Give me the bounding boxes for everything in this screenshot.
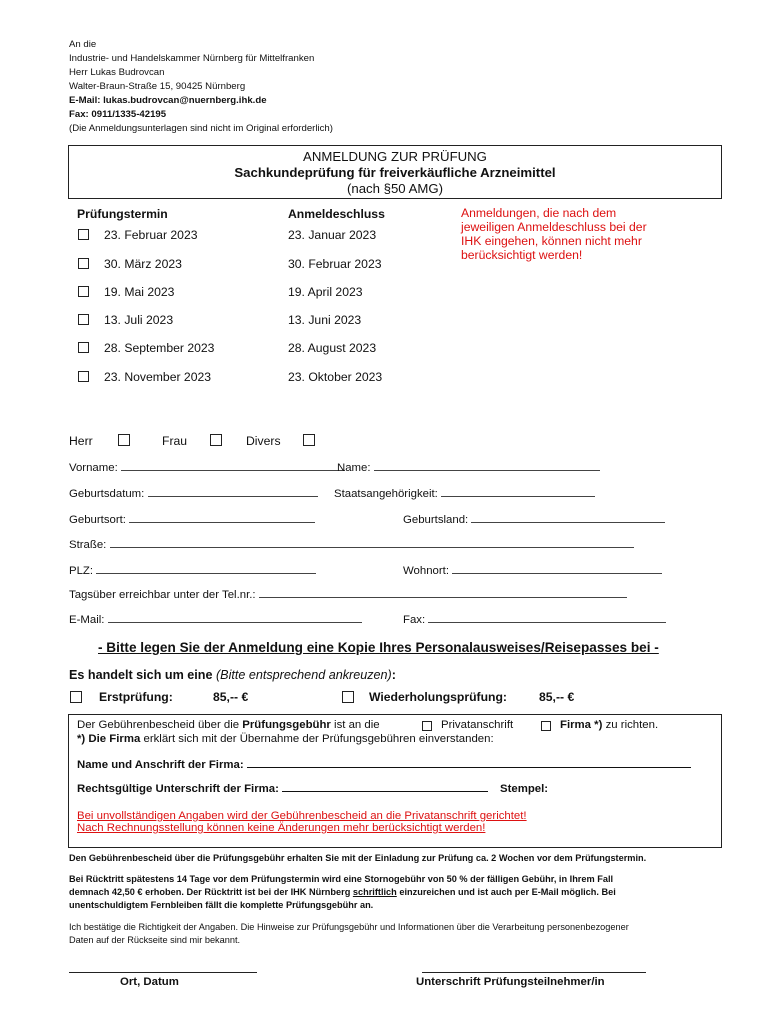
firma-note-bold: *) Die Firma <box>77 733 141 745</box>
note-invoice: Den Gebührenbescheid über die Prüfungsgebühr erhalten Sie mit der Einladung zur Prüfung ca. 2 Wochen vor dem Prüfungstermin. <box>69 853 647 863</box>
firm-signature-field[interactable] <box>77 783 488 795</box>
exam-date-checkbox[interactable] <box>78 229 89 240</box>
telefon-label: Tagsüber erreichbar unter der Tel.nr.: <box>69 589 256 601</box>
staatsangehoerigkeit-field[interactable] <box>334 488 595 500</box>
geburtsdatum-label: Geburtsdatum: <box>69 488 145 500</box>
firma-note-text: erklärt sich mit der Übernahme der Prüfungsgebühren einverstanden: <box>143 733 494 745</box>
note-cancel-2c: einzureichen und ist auch per E-Mail möglich. Bei <box>399 887 616 897</box>
telefon-field[interactable] <box>69 589 627 601</box>
id-copy-banner: - Bitte legen Sie der Anmeldung eine Kopie Ihres Personalausweises/Reisepasses bei - <box>98 640 659 655</box>
exam-date-checkbox[interactable] <box>78 286 89 297</box>
privatanschrift-label: Privatanschrift <box>441 719 514 731</box>
title-box <box>68 145 722 199</box>
fee-line-end: zu richten. <box>605 719 659 731</box>
address-fax: Fax: 0911/1335-42195 <box>69 109 167 120</box>
red-notice-2: Nach Rechnungsstellung können keine Änderungen mehr berücksichtigt werden! <box>77 822 486 834</box>
fax-label: Fax: <box>403 614 426 626</box>
deadline-date: 19. April 2023 <box>288 285 363 299</box>
wohnort-field[interactable] <box>403 565 662 577</box>
firm-name-field[interactable] <box>77 759 691 771</box>
deadline-date: 30. Februar 2023 <box>288 257 382 271</box>
salutation-frau-label: Frau <box>162 434 188 448</box>
exam-date: 30. März 2023 <box>104 257 182 271</box>
deadline-date: 23. Oktober 2023 <box>288 370 383 384</box>
firm-signature-label: Rechtsgültige Unterschrift der Firma: <box>77 783 279 795</box>
exam-type-prompt <box>69 668 396 682</box>
email-label: E-Mail: <box>69 614 105 626</box>
exam-date: 19. Mai 2023 <box>104 285 175 299</box>
col-exam-date: Prüfungstermin <box>77 207 168 221</box>
privatanschrift-checkbox[interactable] <box>422 721 432 731</box>
deadline-date: 13. Juni 2023 <box>288 313 362 327</box>
wiederholung-price: 85,-- € <box>539 690 575 704</box>
email-field[interactable] <box>69 614 362 626</box>
plz-label: PLZ: <box>69 565 94 577</box>
ort-datum-line[interactable] <box>69 972 257 973</box>
salutation-herr-label: Herr <box>69 434 93 448</box>
geburtsort-field[interactable] <box>69 514 315 526</box>
geburtsort-label: Geburtsort: <box>69 514 126 526</box>
form-legal-basis: (nach §50 AMG) <box>346 181 444 196</box>
exam-type-prompt-text: Es handelt sich um eine <box>69 668 213 682</box>
fee-line-2 <box>77 733 494 745</box>
firm-name-label: Name und Anschrift der Firma: <box>77 759 244 771</box>
exam-date: 23. November 2023 <box>104 370 212 384</box>
form-title: ANMELDUNG ZUR PRÜFUNG <box>303 149 487 164</box>
signature-label: Unterschrift Prüfungsteilnehmer/in <box>416 976 605 988</box>
address-email: E-Mail: lukas.budrovcan@nuernberg.ihk.de <box>69 95 267 106</box>
fax-field[interactable] <box>403 614 666 626</box>
vorname-field[interactable] <box>69 462 345 474</box>
wiederholung-checkbox[interactable] <box>342 691 354 703</box>
salutation-frau-checkbox[interactable] <box>210 434 222 446</box>
firma-label-group <box>560 719 658 731</box>
note-cancel-2u: schriftlich <box>352 887 397 897</box>
salutation-divers-checkbox[interactable] <box>303 434 315 446</box>
salutation-herr-checkbox[interactable] <box>118 434 130 446</box>
exam-type-hint: (Bitte entsprechend ankreuzen) <box>215 668 392 682</box>
note-cancel-2 <box>69 887 616 897</box>
wohnort-label: Wohnort: <box>403 565 450 577</box>
signature-line[interactable] <box>422 972 646 973</box>
exam-type-colon: : <box>391 668 396 682</box>
fee-text-b: Prüfungsgebühr <box>242 719 331 731</box>
exam-date-checkbox[interactable] <box>78 314 89 325</box>
address-line-1: An die <box>69 39 97 50</box>
geburtsland-label: Geburtsland: <box>403 514 469 526</box>
strasse-label: Straße: <box>69 539 107 551</box>
red-notice-1: Bei unvollständigen Angaben wird der Gebührenbescheid an die Privatanschrift gerichtet! <box>77 810 527 822</box>
note-cancel-3: unentschuldigtem Fernbleiben fällt die komplette Prüfungsgebühr an. <box>69 900 374 910</box>
vorname-label: Vorname: <box>69 462 118 474</box>
note-confirm-1: Ich bestätige die Richtigkeit der Angaben. Die Hinweise zur Prüfungsgebühr und Informationen über die Verarbeitung personenbezogener <box>69 922 629 932</box>
wiederholung-label: Wiederholungsprüfung: <box>369 690 507 704</box>
deadline-date: 28. August 2023 <box>288 341 377 355</box>
geburtsdatum-field[interactable] <box>69 488 318 500</box>
ort-datum-label: Ort, Datum <box>120 976 179 988</box>
firma-label: Firma *) <box>560 719 603 731</box>
firma-checkbox[interactable] <box>541 721 551 731</box>
deadline-warning: Anmeldungen, die nach dem jeweiligen Anmeldeschluss bei der IHK eingehen, können nicht mehr berücksichtigt werden! <box>461 206 647 262</box>
note-cancel-2a: demnach 42,50 € erhoben. Der Rücktritt ist bei der IHK Nürnberg <box>69 887 351 897</box>
exam-date-checkbox[interactable] <box>78 342 89 353</box>
address-line-3: Herr Lukas Budrovcan <box>69 67 165 78</box>
erstpruefung-checkbox[interactable] <box>70 691 82 703</box>
deadline-date: 23. Januar 2023 <box>288 228 377 242</box>
address-note: (Die Anmeldungsunterlagen sind nicht im Original erforderlich) <box>69 123 333 134</box>
fee-text-a: Der Gebührenbescheid über die <box>77 719 240 731</box>
staatsangehoerigkeit-label: Staatsangehörigkeit: <box>334 488 438 500</box>
erstpruefung-price: 85,-- € <box>213 690 249 704</box>
address-line-4: Walter-Braun-Straße 15, 90425 Nürnberg <box>69 81 246 92</box>
erstpruefung-label: Erstprüfung: <box>99 690 173 704</box>
exam-date: 13. Juli 2023 <box>104 313 174 327</box>
stamp-label: Stempel: <box>500 783 549 795</box>
fee-text-c: ist an die <box>334 719 380 731</box>
exam-date: 28. September 2023 <box>104 341 215 355</box>
name-field[interactable] <box>337 462 600 474</box>
address-line-2: Industrie- und Handelskammer Nürnberg für Mittelfranken <box>69 53 315 64</box>
exam-date-checkbox[interactable] <box>78 258 89 269</box>
salutation-divers-label: Divers <box>246 434 281 448</box>
note-cancel-1: Bei Rücktritt spätestens 14 Tage vor dem Prüfungstermin wird eine Stornogebühr von 50 % der fälligen Gebühr, in Ihrem Fall <box>69 874 614 884</box>
geburtsland-field[interactable] <box>403 514 665 526</box>
col-deadline: Anmeldeschluss <box>288 207 385 221</box>
fee-line-1 <box>77 719 380 731</box>
form-subtitle: Sachkundeprüfung für freiverkäufliche Arzneimittel <box>234 165 556 180</box>
strasse-field[interactable] <box>69 539 634 551</box>
exam-date-checkbox[interactable] <box>78 371 89 382</box>
plz-field[interactable] <box>69 565 316 577</box>
note-confirm-2: Daten auf der Rückseite sind mir bekannt. <box>69 935 241 945</box>
name-label: Name: <box>337 462 371 474</box>
exam-date: 23. Februar 2023 <box>104 228 198 242</box>
